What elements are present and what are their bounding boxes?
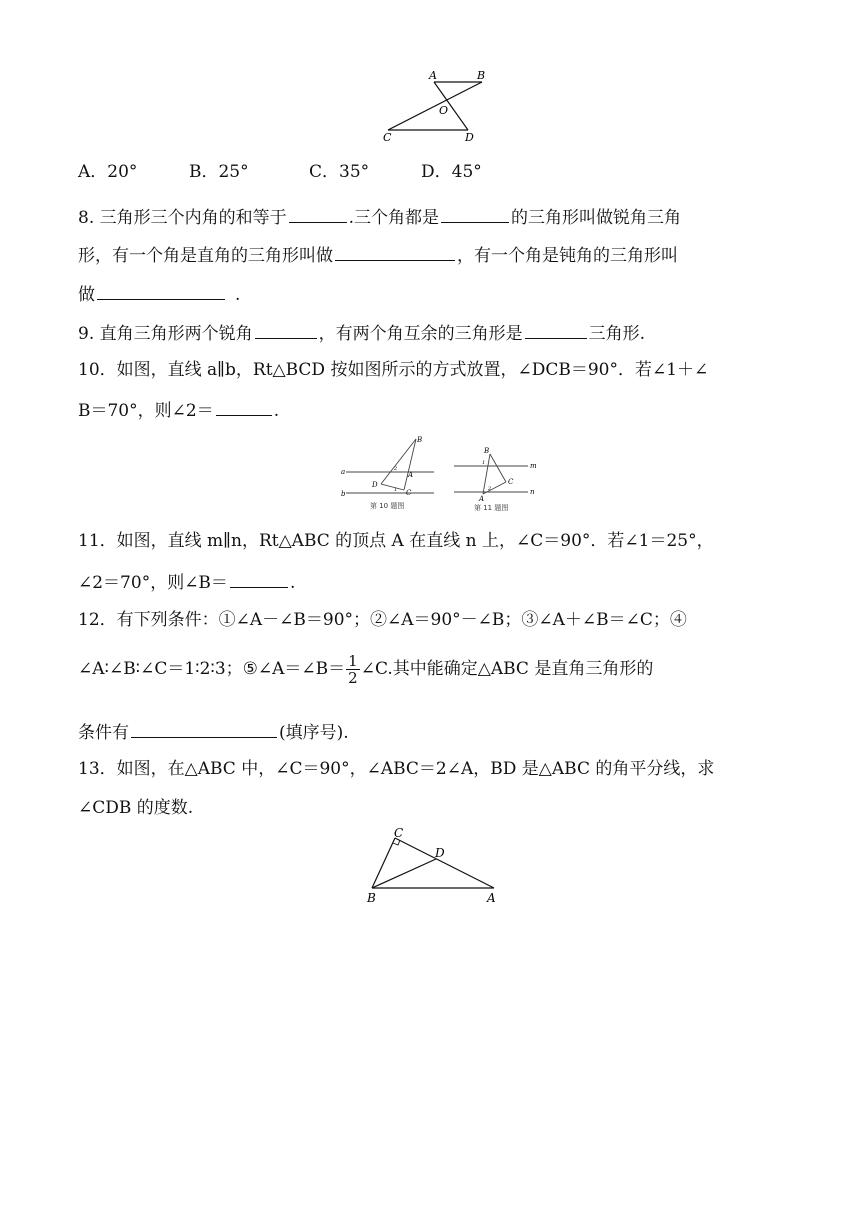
q8-line1 <box>78 204 681 229</box>
q8-text-c: 的三角形叫做锐角三角 <box>511 208 682 228</box>
label-b: b <box>341 490 346 498</box>
q8-line2 <box>78 242 678 267</box>
label-a: A <box>479 495 485 503</box>
q8-text-e: ，有一个角是钝角的三角形叫 <box>457 246 678 266</box>
q11-blank[interactable] <box>230 569 288 588</box>
label-d: D <box>465 131 474 144</box>
q11-text-a: ∠2＝70°，则∠B＝ <box>78 573 228 593</box>
q12-text-b: ∠C.其中能确定△ABC 是直角三角形的 <box>360 659 654 679</box>
option-d: D．45° <box>421 162 482 182</box>
q9-text-c: 三角形. <box>588 324 646 344</box>
figure-q10 <box>336 434 436 514</box>
q10-blank[interactable] <box>216 397 272 416</box>
option-c: C．35° <box>309 162 370 182</box>
option-a: A．20° <box>78 162 138 182</box>
label-b: B <box>367 891 376 905</box>
q8-blank-1[interactable] <box>289 204 347 223</box>
q10-line2 <box>78 397 279 422</box>
q10-line1: 10．如图，直线 a∥b，Rt△BCD 按如图所示的方式放置，∠DCB＝90°．若∠1＋∠ <box>78 360 709 380</box>
figure-q13 <box>360 826 510 910</box>
label-o: O <box>439 104 449 117</box>
q8-text-d: 形，有一个角是直角的三角形叫做 <box>78 246 333 266</box>
fraction-denominator: 2 <box>348 669 358 687</box>
label-a: A <box>487 891 496 905</box>
label-b-point: B <box>417 436 423 444</box>
label-a: a <box>341 468 346 476</box>
segment-bc <box>490 454 506 482</box>
q8-blank-2[interactable] <box>441 204 509 223</box>
q9-line <box>78 320 645 345</box>
label-a-point: A <box>408 471 414 479</box>
label-b: B <box>477 69 486 82</box>
figure-q7 <box>370 68 490 148</box>
q8-blank-3[interactable] <box>335 242 455 261</box>
q8-text-b: .三个角都是 <box>348 208 440 228</box>
q9-text-a: 9. 直角三角形两个锐角 <box>78 324 253 344</box>
label-d: D <box>372 481 378 489</box>
label-a: A <box>429 69 437 82</box>
label-c: C <box>508 478 514 486</box>
q12-blank[interactable] <box>131 719 277 738</box>
figure-q11 <box>448 444 538 514</box>
caption-q11: 第 11 题图 <box>474 504 509 512</box>
q11-line2 <box>78 569 295 594</box>
q12-text-d: (填序号). <box>279 723 349 743</box>
q7-options <box>78 161 482 183</box>
q8-text-g: . <box>235 285 241 305</box>
q12-line2 <box>78 652 653 686</box>
q8-blank-4[interactable] <box>97 281 225 300</box>
label-angle-1: 1 <box>482 460 486 466</box>
label-c: C <box>406 489 412 497</box>
q13-line1: 13．如图，在△ABC 中，∠C＝90°，∠ABC＝2∠A，BD 是△ABC 的角平分线，求 <box>78 759 715 779</box>
q11-line1: 11．如图，直线 m∥n，Rt△ABC 的顶点 A 在直线 n 上，∠C＝90°．若∠1＝25°， <box>78 531 714 551</box>
caption-q10: 第 10 题图 <box>370 502 405 510</box>
segment-bd <box>372 859 436 888</box>
q9-blank-2[interactable] <box>525 320 587 339</box>
q11-text-b: . <box>289 573 296 593</box>
label-n: n <box>530 488 535 496</box>
segment-cb <box>372 838 395 888</box>
label-c: C <box>394 826 404 840</box>
q9-blank-1[interactable] <box>255 320 317 339</box>
option-b: B．25° <box>189 162 249 182</box>
q12-text-a: ∠A∶∠B∶∠C＝1∶2∶3；⑤∠A＝∠B＝ <box>78 659 346 679</box>
q13-line2: ∠CDB 的度数. <box>78 798 194 818</box>
q12-text-c: 条件有 <box>78 723 129 743</box>
label-angle-2: 2 <box>488 486 492 492</box>
q8-text-a: 8. 三角形三个内角的和等于 <box>78 208 287 228</box>
segment-dc <box>381 484 404 490</box>
segment-bc <box>388 82 482 130</box>
q12-line1: 12．有下列条件：①∠A－∠B＝90°；②∠A＝90°－∠B；③∠A＋∠B＝∠C；④ <box>78 610 687 630</box>
label-angle-1: 1 <box>394 487 398 493</box>
label-b: B <box>484 447 490 455</box>
q12-line3 <box>78 719 349 744</box>
label-d: D <box>435 846 445 860</box>
label-m: m <box>530 462 537 470</box>
fraction-numerator: 1 <box>348 652 358 670</box>
label-angle-2: 2 <box>394 466 398 472</box>
fraction-one-half <box>346 653 360 686</box>
q10-text-b: . <box>273 401 280 421</box>
q9-text-b: ，有两个角互余的三角形是 <box>318 324 523 344</box>
q8-line3 <box>78 281 240 306</box>
label-c: C <box>383 131 392 144</box>
q10-text-a: B＝70°，则∠2＝ <box>78 401 214 421</box>
q8-text-f: 做 <box>78 285 95 305</box>
